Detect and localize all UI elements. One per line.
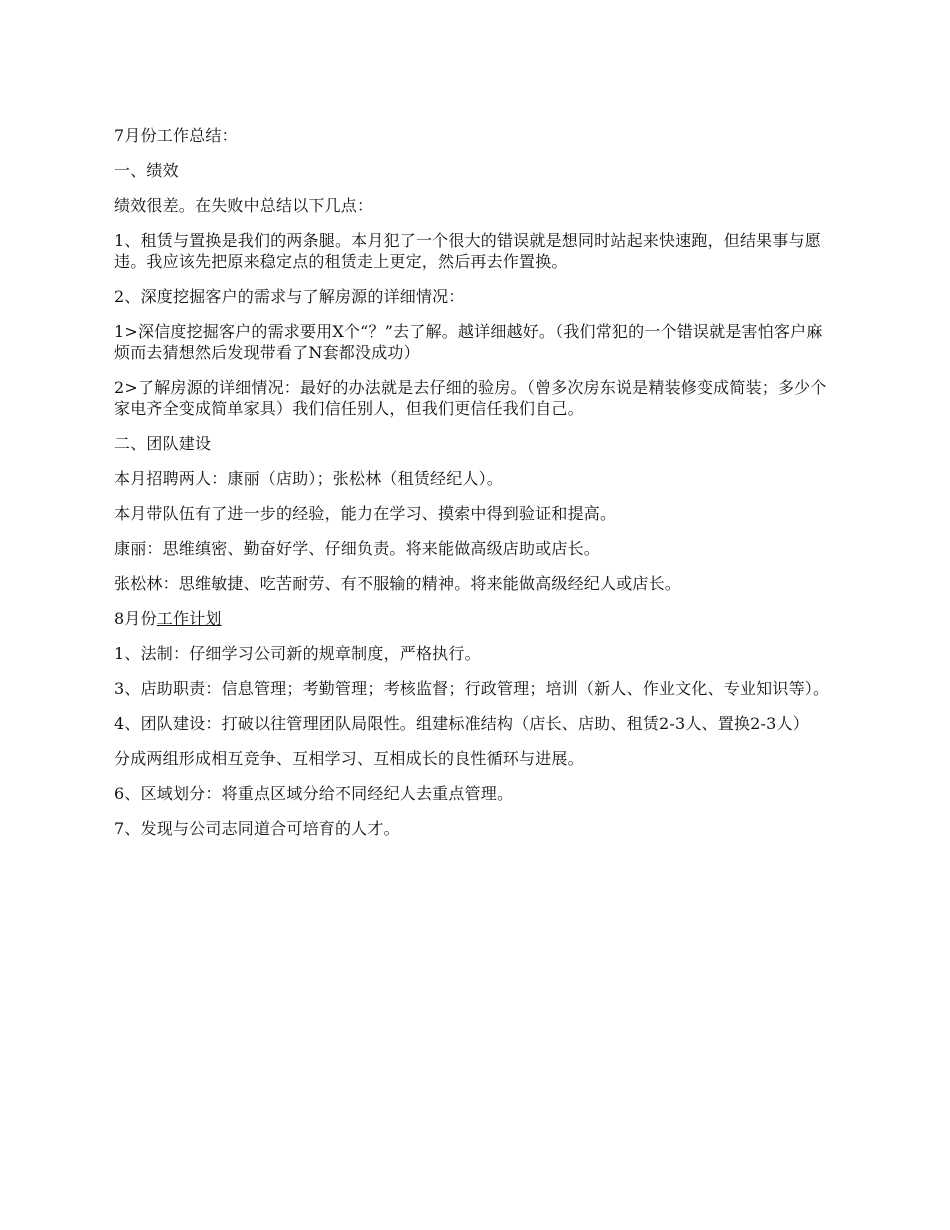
plan-heading — [114, 608, 838, 629]
team-member-zhangsonglin: 张松林：思维敏捷、吃苦耐劳、有不服输的精神。将来能做高级经纪人或店长。 — [114, 574, 682, 593]
plan-item-6: 6、区域划分：将重点区域分给不同经纪人去重点管理。 — [114, 784, 514, 803]
plan-heading-prefix: 8月份 — [114, 609, 157, 628]
team-member-kangli: 康丽：思维缜密、勤奋好学、仔细负责。将来能做高级店助或店长。 — [114, 539, 601, 558]
section-heading-performance: 一、绩效 — [114, 161, 179, 180]
performance-subpoint-2: 2>了解房源的详细情况：最好的办法就是去仔细的验房。（曾多次房东说是精装修变成简装；多少个家电齐全变成简单家具）我们信任别人，但我们更信任我们自己。 — [114, 378, 827, 418]
document-body — [114, 125, 838, 853]
plan-item-4-continued: 分成两组形成相互竞争、互相学习、互相成长的良性循环与进展。 — [114, 749, 584, 768]
plan-item-4: 4、团队建设：打破以往管理团队局限性。组建标准结构（店长、店助、租赁2-3人、置换2-3人） — [114, 714, 809, 733]
plan-item-3: 3、店助职责：信息管理；考勤管理；考核监督；行政管理；培训（新人、作业文化、专业知识等）。 — [114, 679, 830, 698]
plan-item-7: 7、发现与公司志同道合可培育的人才。 — [114, 819, 400, 838]
performance-point-1: 1、租赁与置换是我们的两条腿。本月犯了一个很大的错误就是想同时站起来快速跑，但结果事与愿违。我应该先把原来稳定点的租赁走上更定，然后再去作置换。 — [114, 231, 821, 271]
document-title: 7月份工作总结： — [114, 126, 238, 145]
team-growth: 本月带队伍有了进一步的经验，能力在学习、摸索中得到验证和提高。 — [114, 504, 617, 523]
section-heading-team: 二、团队建设 — [114, 434, 212, 453]
performance-point-2: 2、深度挖掘客户的需求与了解房源的详细情况： — [114, 287, 465, 306]
performance-subpoint-1: 1>深信度挖掘客户的需求要用X个“？”去了解。越详细越好。（我们常犯的一个错误就是害怕客户麻烦而去猜想然后发现带看了N套都没成功） — [114, 322, 823, 362]
plan-item-1: 1、法制：仔细学习公司新的规章制度，严格执行。 — [114, 644, 481, 663]
performance-intro: 绩效很差。在失败中总结以下几点： — [114, 196, 374, 215]
team-recruitment: 本月招聘两人：康丽（店助）；张松林（租赁经纪人）。 — [114, 469, 504, 488]
plan-heading-link[interactable]: 工作计划 — [156, 609, 222, 628]
